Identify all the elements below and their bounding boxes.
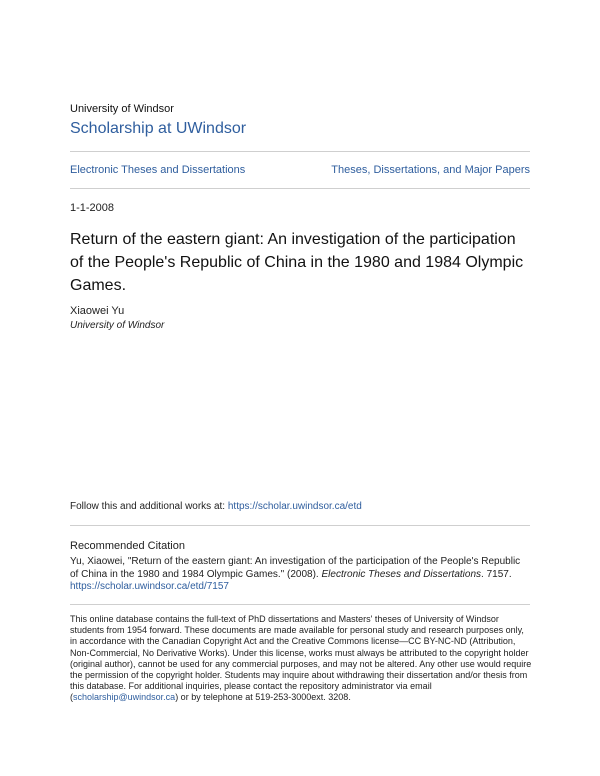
copyright-notice [70,614,532,704]
citation-text: Yu, Xiaowei, "Return of the eastern giant: An investigation of the participation of the People's Republic of China in the 1980 and 1984 Olympic Games." (2008). [70,556,521,580]
citation-block [70,556,530,594]
author-name: Xiaowei Yu [70,305,125,317]
publication-date: 1-1-2008 [70,202,115,214]
divider-notice [70,604,530,605]
email-link[interactable]: scholarship@uwindsor.ca [73,692,176,703]
author-affiliation: University of Windsor [70,320,165,331]
divider-top [70,151,530,152]
institution-name: University of Windsor [70,103,174,115]
notice-text: This online database contains the full-text of PhD dissertations and Masters' theses of University of Windsor students from 1954 forward. These documents are made available for personal study and research purposes only, in accordance with the Canadian Copyright Act and the Creative Commons license—CC BY-NC-ND (Attribution, Non-Commercial, No Derivative Works). Under this license, works must always be attributed to the copyright holder (original author), cannot be used for any commercial purposes, and may not be altered. Any other use would require the permission of the copyright holder. Students may inquire about withdrawing their dissertation and/or thesis from this database. For additional inquiries, please contact the repository administrator via email ( [70,614,532,703]
notice-tail: ) or by telephone at 519-253-3000ext. 3208. [175,692,351,703]
follow-link[interactable]: https://scholar.uwindsor.ca/etd [227,501,362,512]
collection-link-theses[interactable]: Theses, Dissertations, and Major Papers [331,164,530,176]
follow-line [70,501,362,512]
document-title: Return of the eastern giant: An investigation of the participation of the People's Republic of China in the 1980 and 1984 Olympic Games. [70,231,524,294]
divider-collections [70,188,530,189]
collection-link-etd[interactable]: Electronic Theses and Dissertations [70,164,246,176]
citation-link[interactable]: https://scholar.uwindsor.ca/etd/7157 [70,581,229,592]
divider-citation [70,525,530,526]
citation-number: . 7157. [481,568,512,580]
follow-text: Follow this and additional works at: [70,501,228,512]
repository-link[interactable]: Scholarship at UWindsor [70,120,247,137]
citation-series: Electronic Theses and Dissertations [321,568,482,580]
citation-heading: Recommended Citation [70,540,185,552]
